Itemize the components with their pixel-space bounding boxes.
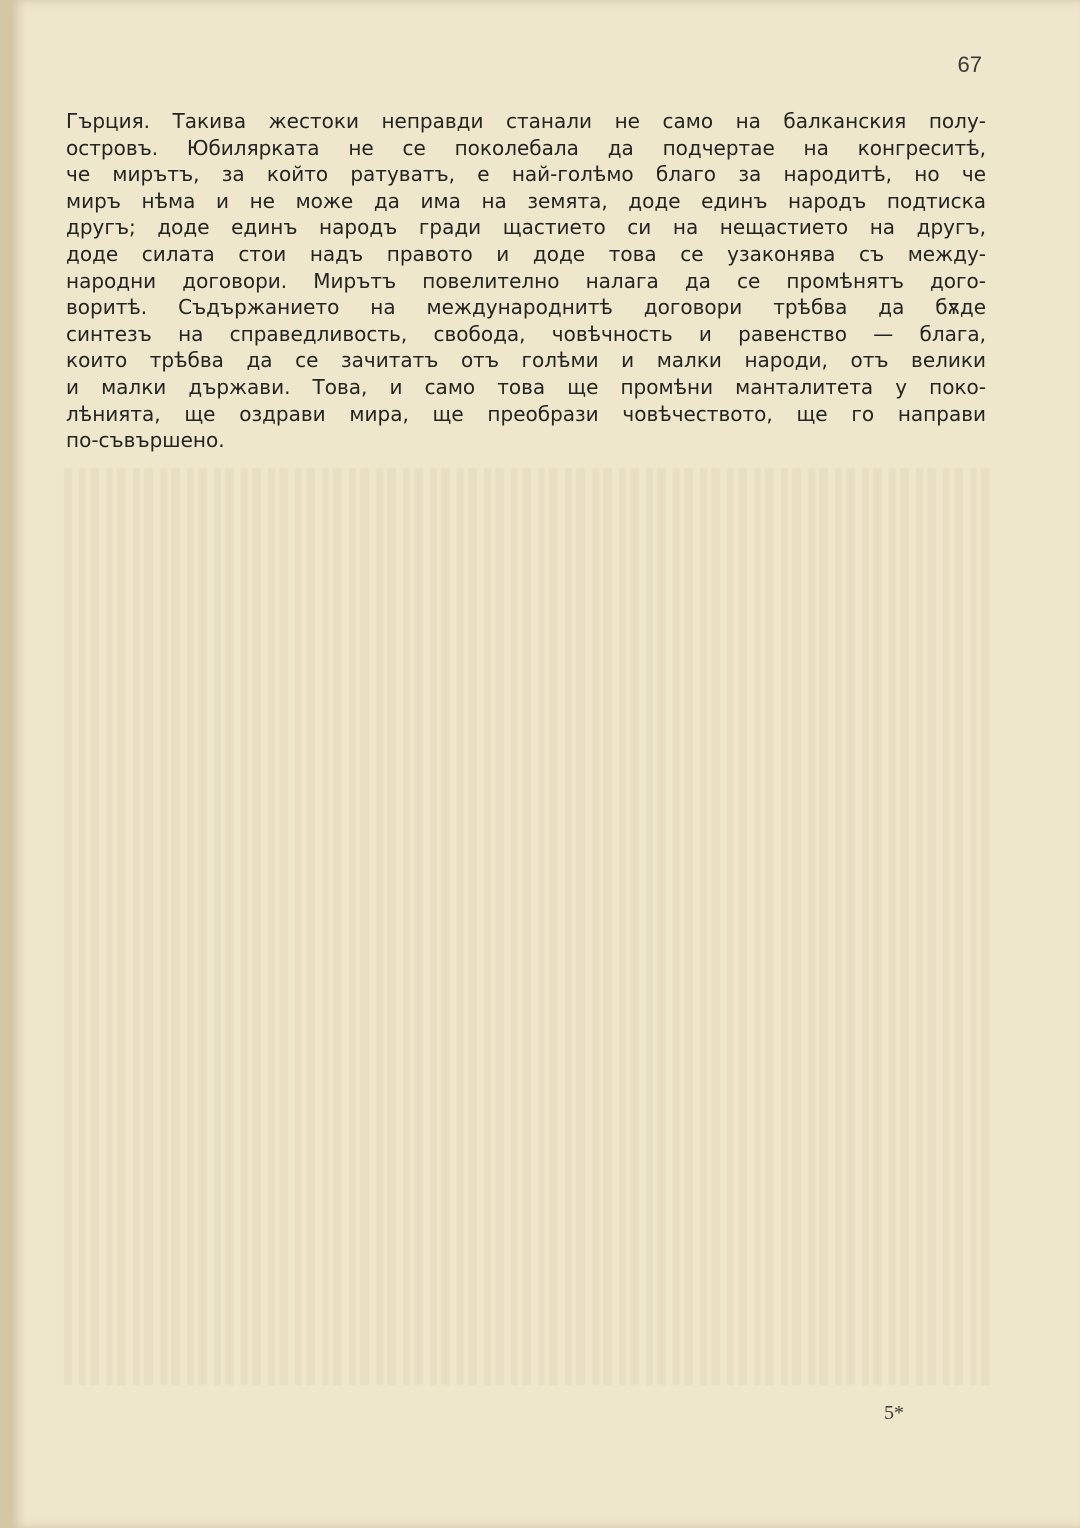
page-number: 67 [957, 52, 982, 77]
paragraph-line: народни договори. Мирътъ повелително налага да се промѣнятъ дого- [66, 268, 986, 293]
paragraph-line: воритѣ. Съдържанието на международнитѣ договори трѣбва да бѫде [66, 295, 986, 320]
paragraph-line: които трѣбва да се зачитатъ отъ голѣми и малки народи, отъ велики [66, 348, 986, 373]
signature-mark: 5* [884, 1402, 904, 1424]
paragraph-line: доде силата стои надъ правото и доде това се узаконява съ между- [66, 241, 986, 266]
paragraph-line: островъ. Юбилярката не се поколебала да подчертае на конгреситѣ, [66, 135, 986, 160]
show-through-text [64, 468, 990, 1385]
paragraph-line: синтезъ на справедливость, свобода, човѣчность и равенство — блага, [66, 321, 986, 346]
paragraph-line: Гърция. Такива жестоки неправди станали не само на балканския полу- [66, 109, 986, 133]
paragraph-line: миръ нѣма и не може да има на земята, доде единъ народъ подтиска [66, 188, 986, 213]
main-paragraph [66, 108, 986, 454]
paragraph-line: лѣнията, ще оздрави мира, ще преобрази човѣчеството, ще го направи [66, 401, 986, 426]
paragraph-line: че мирътъ, за който ратуватъ, е най-голѣмо благо за народитѣ, но че [66, 162, 986, 187]
paragraph-line: и малки държави. Това, и само това ще промѣни манталитета у поко- [66, 374, 986, 399]
book-page [12, 0, 1080, 1528]
paragraph-line: другъ; доде единъ народъ гради щастието си на нещастието на другъ, [66, 215, 986, 240]
paragraph-line: по-съвършено. [66, 428, 225, 453]
